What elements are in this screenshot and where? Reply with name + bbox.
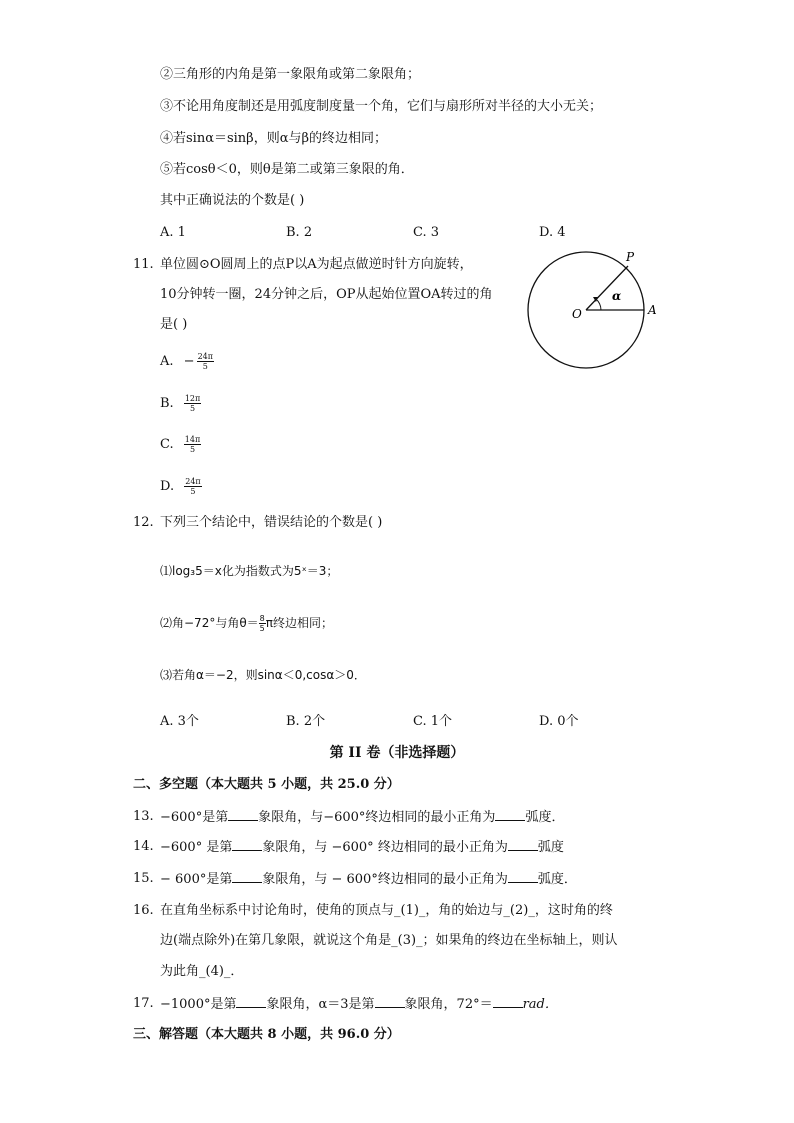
q14-text bbox=[160, 838, 564, 857]
denominator: 5 bbox=[190, 487, 196, 496]
q12-item-2-pre: ⑵角−72°与角θ＝ bbox=[160, 616, 259, 630]
q12-item-1: ⑴log₃5＝x化为指数式为5ˣ＝3； bbox=[160, 564, 339, 578]
q10-option-a: A. 1 bbox=[160, 225, 186, 240]
label-alpha: α bbox=[612, 289, 622, 303]
label-p: P bbox=[626, 250, 635, 264]
section-3-heading: 三、解答题（本大题共 8 小题，共 96.0 分） bbox=[133, 1027, 400, 1042]
answer-blank[interactable] bbox=[495, 808, 525, 821]
q10-item-2: ②三角形的内角是第一象限角或第二象限角； bbox=[160, 67, 421, 82]
option-label: A. bbox=[160, 354, 174, 369]
q13-text bbox=[160, 808, 564, 827]
q15-pre: − 600°是第 bbox=[160, 872, 233, 887]
q16-line-1: 在直角坐标系中讨论角时，使角的顶点与_(1)_，角的始边与_(2)_，这时角的终 bbox=[160, 903, 613, 918]
fraction bbox=[197, 352, 214, 371]
fraction bbox=[184, 394, 201, 413]
answer-blank[interactable] bbox=[508, 838, 538, 851]
q17-post: rad． bbox=[522, 997, 558, 1012]
q13-mid: 象限角，与−600°终边相同的最小正角为 bbox=[258, 810, 496, 825]
q11-option-c bbox=[160, 435, 201, 454]
q11-option-d bbox=[160, 477, 202, 496]
q14-pre: −600° 是第 bbox=[160, 840, 233, 855]
q12-option-a: A. 3个 bbox=[160, 714, 199, 729]
q10-item-5: ⑤若cosθ＜0，则θ是第二或第三象限的角． bbox=[160, 162, 414, 177]
option-label: C. bbox=[160, 437, 174, 452]
fraction bbox=[184, 477, 201, 496]
answer-blank[interactable] bbox=[232, 838, 262, 851]
numerator: 8 bbox=[259, 614, 265, 623]
answer-blank[interactable] bbox=[236, 995, 266, 1008]
q10-option-c: C. 3 bbox=[413, 225, 440, 240]
denominator: 5 bbox=[202, 362, 208, 371]
q11-line-3: 是( ) bbox=[160, 317, 188, 332]
numerator: 14π bbox=[184, 435, 201, 444]
q15-number: 15. bbox=[133, 871, 154, 886]
q16-line-3: 为此角_(4)_． bbox=[160, 964, 244, 979]
answer-blank[interactable] bbox=[375, 995, 405, 1008]
q16-number: 16. bbox=[133, 903, 154, 918]
answer-blank[interactable] bbox=[232, 870, 262, 883]
q14-number: 14. bbox=[133, 839, 154, 854]
q12-option-c: C. 1个 bbox=[413, 714, 453, 729]
answer-blank[interactable] bbox=[508, 870, 538, 883]
fraction bbox=[184, 435, 201, 454]
q11-line-1: 单位圆⊙O圆周上的点P以A为起点做逆时针方向旋转， bbox=[160, 257, 473, 272]
q15-mid: 象限角，与 − 600°终边相同的最小正角为 bbox=[262, 872, 508, 887]
q10-option-b: B. 2 bbox=[286, 225, 313, 240]
q13-post: 弧度． bbox=[525, 810, 565, 825]
q14-post: 弧度 bbox=[537, 840, 564, 855]
section-2-heading: 二、多空题（本大题共 5 小题，共 25.0 分） bbox=[133, 777, 400, 792]
segment-op bbox=[586, 266, 628, 310]
q17-mid-2: 象限角，72°＝ bbox=[404, 997, 493, 1012]
q17-number: 17. bbox=[133, 996, 154, 1011]
option-sign: − bbox=[183, 354, 195, 369]
q11-option-a bbox=[160, 352, 214, 371]
answer-blank[interactable] bbox=[493, 995, 523, 1008]
fraction bbox=[259, 614, 266, 633]
angle-arc bbox=[596, 299, 601, 310]
option-label: B. bbox=[160, 396, 174, 411]
q12-number: 12. bbox=[133, 515, 154, 530]
q11-line-2: 10分钟转一圈，24分钟之后，OP从起始位置OA转过的角 bbox=[160, 287, 493, 302]
q11-number: 11. bbox=[133, 257, 154, 272]
label-a: A bbox=[648, 303, 657, 317]
q13-pre: −600°是第 bbox=[160, 810, 229, 825]
q12-item-2 bbox=[160, 614, 333, 633]
q14-mid: 象限角，与 −600° 终边相同的最小正角为 bbox=[262, 840, 508, 855]
q12-question: 下列三个结论中，错误结论的个数是( ) bbox=[160, 515, 383, 530]
option-label: D. bbox=[160, 479, 175, 494]
answer-blank[interactable] bbox=[228, 808, 258, 821]
part-2-title: 第 II 卷（非选择题） bbox=[329, 745, 465, 761]
q17-pre: −1000°是第 bbox=[160, 997, 237, 1012]
q15-text bbox=[160, 870, 577, 889]
numerator: 12π bbox=[184, 394, 201, 403]
q10-item-4: ④若sinα＝sinβ，则α与β的终边相同； bbox=[160, 131, 387, 146]
q13-number: 13. bbox=[133, 809, 154, 824]
q10-option-d: D. 4 bbox=[539, 225, 566, 240]
q10-question: 其中正确说法的个数是( ) bbox=[160, 193, 305, 208]
q16-line-2: 边(端点除外)在第几象限，就说这个角是_(3)_；如果角的终边在坐标轴上，则认 bbox=[160, 933, 618, 948]
q12-item-2-post: π终边相同； bbox=[265, 616, 333, 630]
q17-mid-1: 象限角，α＝3是第 bbox=[266, 997, 375, 1012]
q17-text bbox=[160, 995, 558, 1014]
q11-option-b bbox=[160, 394, 201, 413]
numerator: 24π bbox=[185, 477, 201, 486]
q15-post: 弧度． bbox=[537, 872, 577, 887]
numerator: 24π bbox=[197, 352, 214, 361]
denominator: 5 bbox=[189, 445, 196, 454]
unit-circle-figure bbox=[520, 248, 670, 374]
q12-option-b: B. 2个 bbox=[286, 714, 326, 729]
q10-item-3: ③不论用角度制还是用弧度制度量一个角，它们与扇形所对半径的大小无关； bbox=[160, 99, 603, 114]
q12-item-3: ⑶若角α＝−2，则sinα＜0,cosα＞0． bbox=[160, 668, 366, 682]
denominator: 5 bbox=[190, 404, 196, 413]
q12-option-d: D. 0个 bbox=[539, 714, 579, 729]
denominator: 5 bbox=[259, 624, 265, 633]
label-o: O bbox=[572, 307, 582, 321]
